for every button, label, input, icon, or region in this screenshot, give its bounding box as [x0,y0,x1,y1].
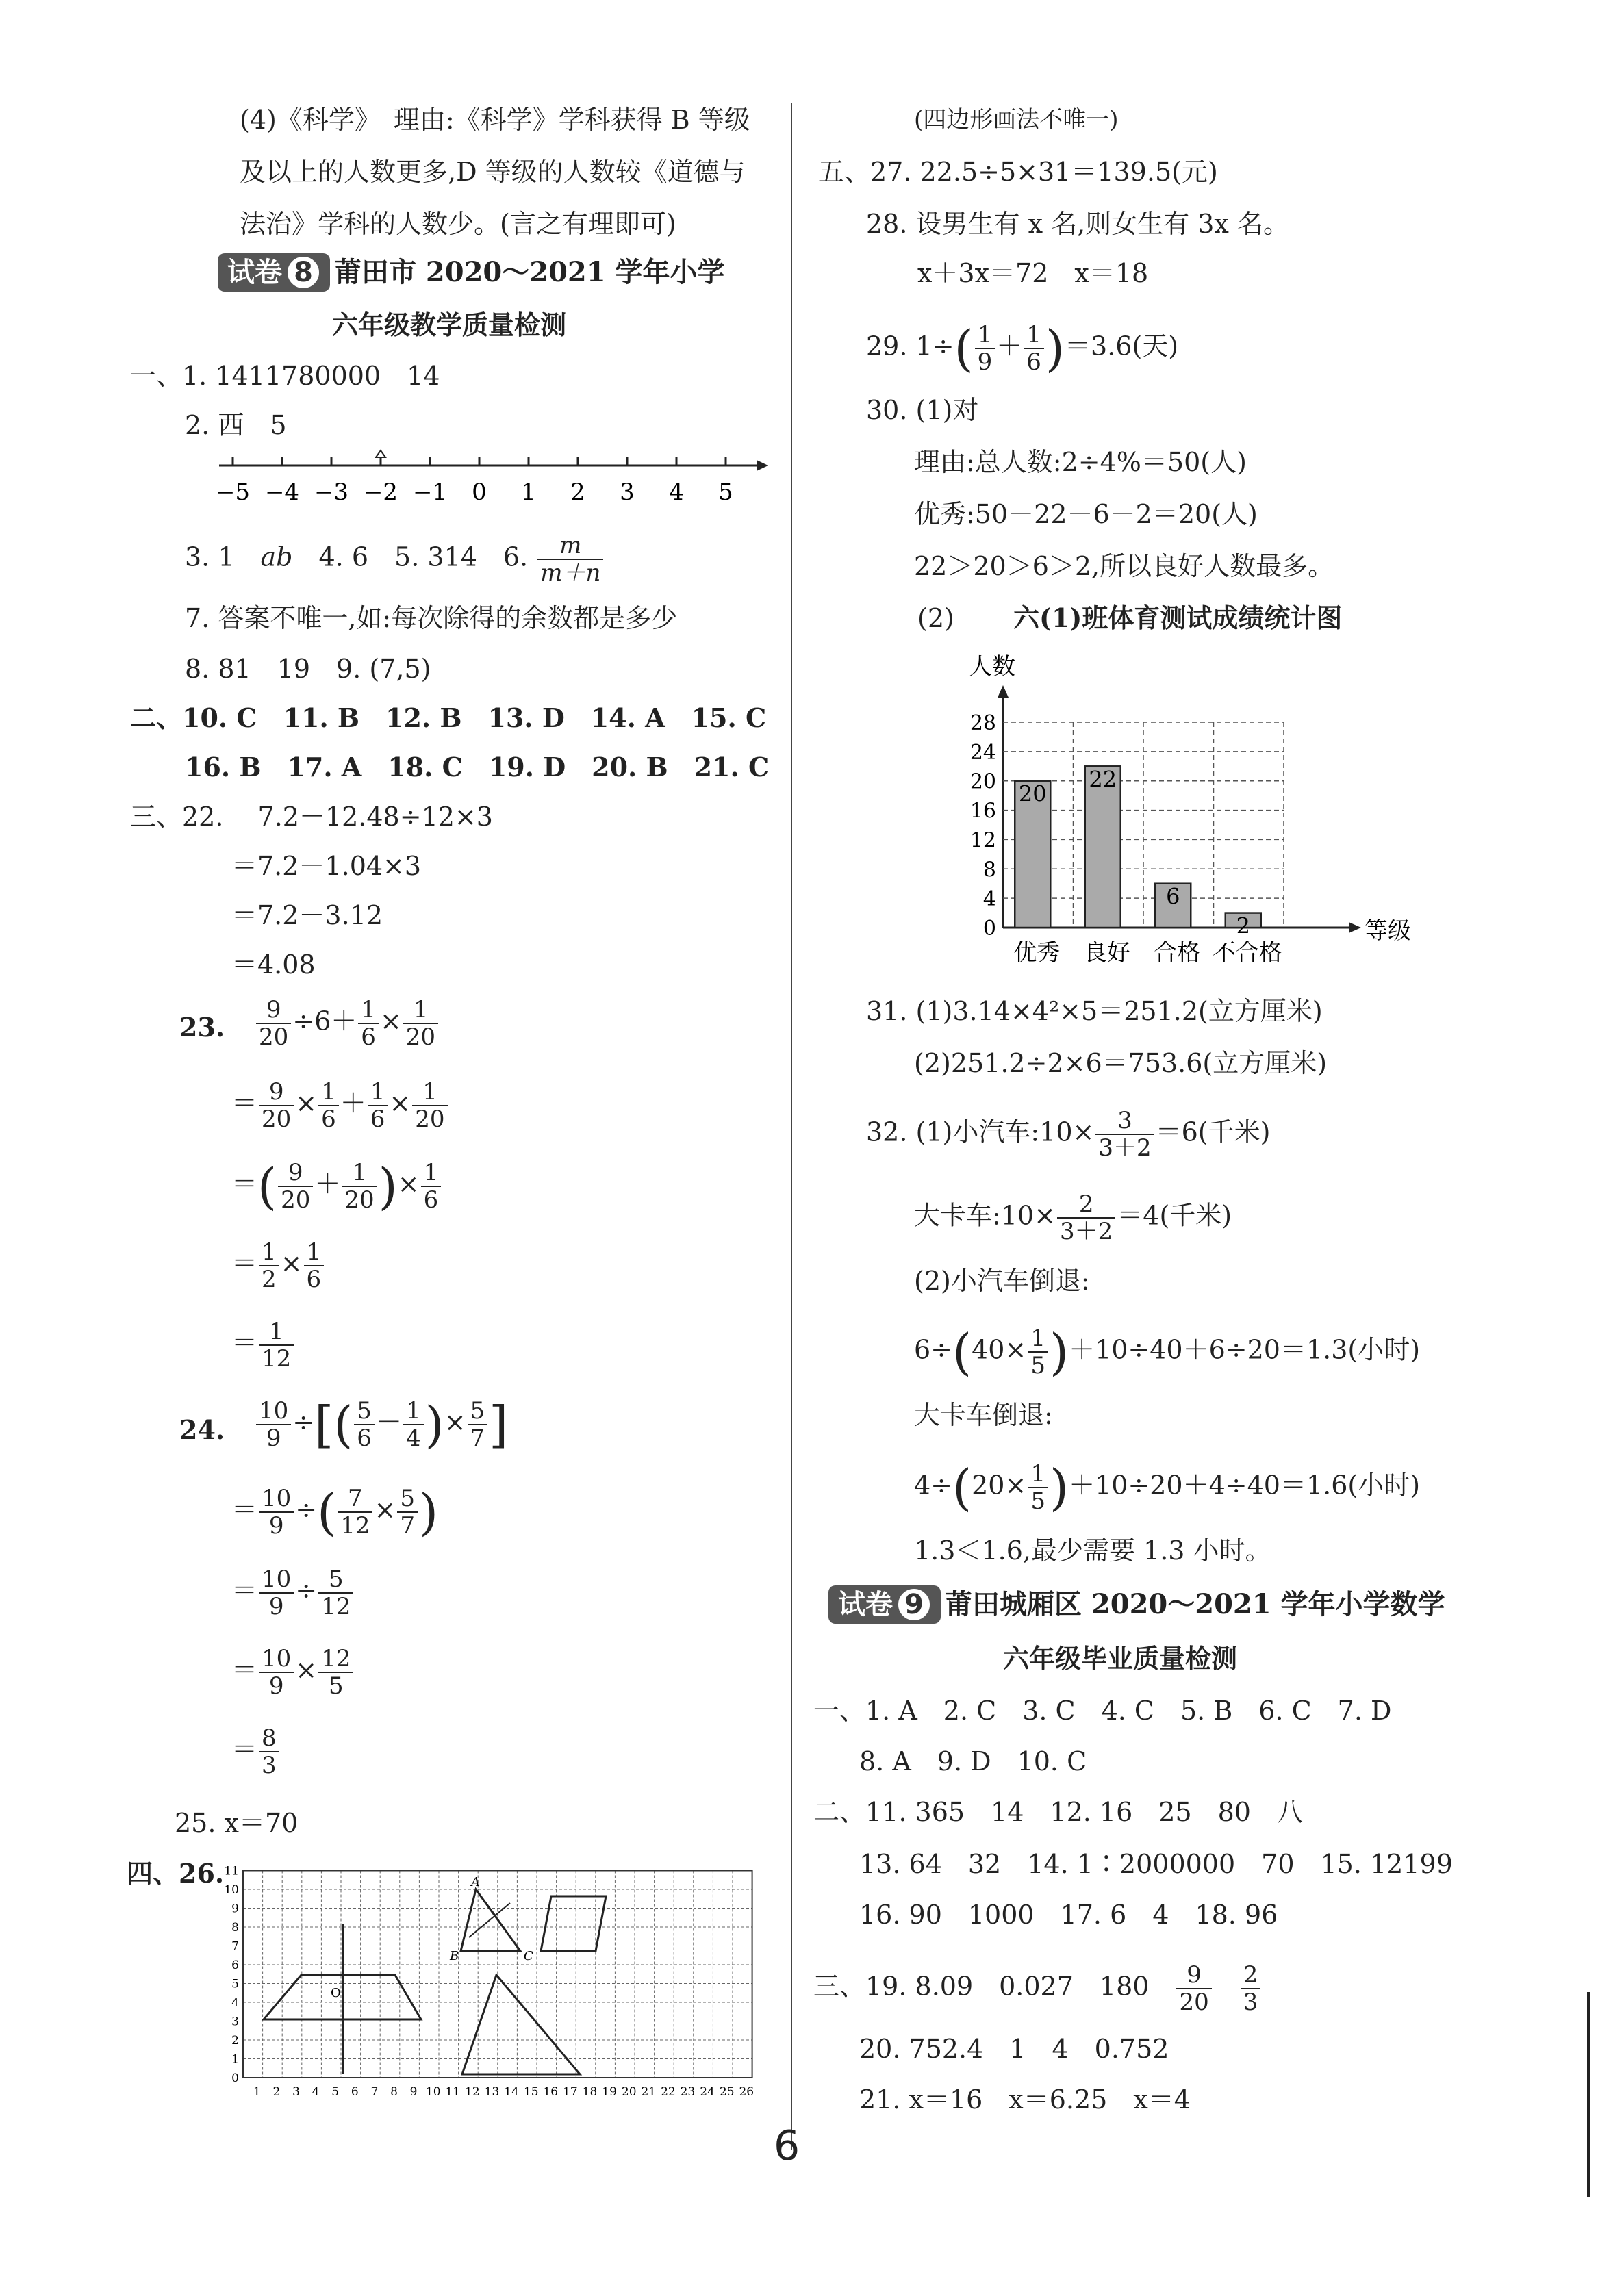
coordinate-grid-figure [209,1862,763,2108]
answer-line: 理由:总人数:2÷4%＝50(人) [914,447,1247,477]
grid-x-label: 9 [409,2085,418,2099]
chart-category-label: 不合格 [1212,939,1282,967]
calc-line: $\frac{9}{20}$ ÷6＋ $\frac{1}{6}$ × $\frac{1}{20}$ [255,997,440,1050]
chart-data-label: 20 [1018,780,1047,807]
grid-x-label: 4 [312,2085,320,2099]
number-line-label: 0 [472,479,487,506]
number-line-arrow [757,460,768,471]
answer-line: 28. 设男生有 x 名,则女生有 3x 名。 [866,209,1289,239]
chart-ytick: 20 [969,769,996,794]
chart-ytick: 4 [982,887,996,912]
number-line-label: 2 [570,479,585,506]
calc-line: ＝ $\frac{9}{20}$ × $\frac{1}{6}$ ＋ $\frac{1}{6}$ × $\frac{1}{20}$ [231,1079,449,1132]
text-line: 及以上的人数更多,D 等级的人数较《道德与 [240,157,746,187]
answer-line: 7. 答案不唯一,如:每次除得的余数都是多少 [185,603,678,633]
number-line-label: −3 [314,479,349,506]
answer-line: x＋3x＝72 x＝18 [917,258,1149,288]
bar-chart [948,640,1421,975]
grid-x-label: 13 [484,2085,500,2099]
grid-x-label: 23 [680,2085,696,2099]
chart-ytick: 16 [969,799,996,824]
fraction: $\frac{m}{m+n}$ [537,533,603,586]
answer-line: 2. 西 5 [185,410,287,440]
chart-data-label: 2 [1236,913,1250,939]
number-line-label: −4 [264,479,300,506]
grid-x-label: 16 [543,2085,559,2099]
calc-line: ＝4.08 [231,949,316,980]
calc-line: ＝ $\frac{1}{12}$ [231,1318,295,1372]
number-line-label: 4 [669,479,684,506]
margin-bar [1587,1992,1590,2197]
point-label: A [471,1875,480,1889]
grid-y-label: 0 [231,2071,239,2085]
text-line: 法治》学科的人数少。(言之有理即可) [240,209,676,239]
chart-ytick: 24 [969,740,996,765]
answer-line: 优秀:50－22－6－2＝20(人) [914,499,1258,529]
number-line-label: −2 [363,479,398,506]
answer-line: 大卡车:10× $\frac{2}{3+2}$ ＝4(千米) [914,1190,1232,1245]
grid-x-label: 20 [621,2085,637,2099]
point-label: C [524,1949,533,1963]
grid-y-label: 6 [231,1959,239,1972]
answer-line: 29. 1÷( $\frac{1}{9}$ ＋ $\frac{1}{6}$ )＝3.6(天) [866,320,1179,377]
grid-labels [224,1865,754,2100]
chart-ytick: 8 [982,858,996,882]
answer-line: 21. x＝16 x＝6.25 x＝4 [859,2084,1191,2115]
calc-line: ＝7.2－3.12 [231,900,383,930]
paper-badge: 试卷 9 [828,1585,941,1624]
grid-x-label: 6 [351,2085,359,2099]
chart-category-label: 优秀 [1013,939,1061,967]
number-line [212,445,774,513]
chart-xlabel: 等级 [1365,917,1411,945]
answer-line: 20. 752.4 1 4 0.752 [859,2034,1169,2064]
answer-line: 16. 90 1000 17. 6 4 18. 96 [859,1900,1278,1930]
calc-line: ＝( $\frac{9}{20}$ ＋ $\frac{1}{20}$ )× $\frac{1}{6}$ [231,1160,442,1213]
paper-subtitle: 六年级教学质量检测 [332,309,567,340]
grid-x-label: 19 [602,2085,617,2099]
calc-line: ＝ $\frac{8}{3}$ [231,1725,281,1778]
column-divider [791,103,792,2150]
chart-ytick: 0 [982,917,996,941]
number-line-ticks [216,450,733,506]
answer-line: 3. 1 ab 4. 6 5. 314 6. $\frac{m}{m+n}$ [185,533,605,586]
point-label: B [450,1949,459,1963]
answer-line: 16. B 17. A 18. C 19. D 20. B 21. C [185,752,770,782]
answer-line: 4÷(20× $\frac{1}{5}$ )＋10÷20＋4÷40＝1.6(小时) [914,1459,1421,1516]
large-triangle-shape [462,1975,580,2074]
chart-ytick: 12 [969,828,996,853]
answer-line: 32. (1)小汽车:10× $\frac{3}{3+2}$ ＝6(千米) [866,1107,1271,1162]
grid-x-label: 25 [719,2085,735,2099]
answer-line: 25. x＝70 [175,1808,299,1838]
grid-y-label: 1 [231,2052,239,2067]
grid-x-label: 12 [465,2085,480,2099]
grid-y-label: 8 [231,1921,239,1935]
answer-line: (2)小汽车倒退: [914,1266,1090,1296]
grid-x-label: 17 [563,2085,578,2099]
answer-line: 三、19. 8.09 0.027 180 $\frac{9}{20}$ $\frac{2}{3}$ [813,1962,1262,2015]
calc-line: ＝ $\frac{1}{2}$ × $\frac{1}{6}$ [231,1239,325,1292]
answer-line: 二、11. 365 14 12. 16 25 80 八 [813,1797,1303,1827]
chart-title: 六(1)班体育测试成绩统计图 [1013,602,1343,633]
paper9-header [828,1585,1445,1624]
calc-line: ＝ $\frac{10}{9}$ ÷ $\frac{5}{12}$ [231,1566,355,1620]
grid-y-label: 10 [224,1883,239,1897]
grid-x-label: 18 [582,2085,598,2099]
grid-x-label: 14 [504,2085,519,2099]
chart-y-arrow [998,685,1009,698]
calc-line: $\frac{10}{9}$ ÷[( $\frac{5}{6}$ － $\frac{1}{4}$ )× $\frac{5}{7}$ ] [255,1398,508,1451]
grid-y-label: 7 [231,1939,239,1954]
grid-x-label: 24 [700,2085,715,2099]
answer-line: 30. (1)对 [866,395,979,425]
grid-y-label: 3 [231,2015,239,2029]
grid-x-label: 3 [292,2085,300,2099]
chart-x-arrow [1349,922,1361,933]
parallelogram-shape [541,1896,606,1951]
answer-line: 一、1. 1411780000 14 [130,361,440,391]
answer-line: 一、1. A 2. C 3. C 4. C 5. B 6. C 7. D [813,1696,1392,1726]
paper-subtitle: 六年级毕业质量检测 [1003,1643,1238,1674]
calc-line: ＝ $\frac{10}{9}$ ÷( $\frac{7}{12}$ × $\frac{5}{7}$ ) [231,1483,439,1541]
grid-x-label: 10 [425,2085,441,2099]
grid-x-label: 1 [253,2085,261,2099]
answer-line: (2) [917,603,954,633]
answer-line: 8. A 9. D 10. C [859,1746,1087,1776]
grid-x-label: 21 [641,2085,657,2099]
grid-x-label: 15 [523,2085,539,2099]
question-number: 23. [179,1012,225,1043]
answer-line: (2)251.2÷2×6＝753.6(立方厘米) [914,1048,1328,1078]
paper-title: 莆田市 2020～2021 学年小学 [334,256,725,288]
calc-line: 三、22. 7.2－12.48÷12×3 [130,802,493,832]
number-line-label: −1 [412,479,448,506]
grid-x-label: 26 [739,2085,754,2099]
chart-data-label: 22 [1089,766,1117,793]
answer-line: 6÷(40× $\frac{1}{5}$ )＋10÷40＋6÷20＝1.3(小时) [914,1323,1421,1381]
grid-y-label: 2 [231,2034,239,2048]
chart-ytick: 28 [969,711,996,735]
grid-x-label: 11 [445,2085,461,2099]
grid-y-label: 4 [231,1996,239,2010]
text-line: (4)《科学》 理由:《科学》学科获得 B 等级 [240,105,750,135]
question-number: 四、26. [127,1858,225,1889]
paper-badge: 试卷 8 [218,253,330,292]
grid-x-label: 5 [331,2085,340,2099]
number-line-marker [376,450,385,457]
chart-category-label: 良好 [1083,939,1130,967]
answer-line: 二、10. C 11. B 12. B 13. D 14. A 15. C [130,702,767,733]
answer-line: 31. (1)3.14×4²×5＝251.2(立方厘米) [866,996,1323,1026]
answer-line: 五、27. 22.5÷5×31＝139.5(元) [818,157,1218,187]
paper8-header [218,253,725,292]
chart-data-label: 6 [1166,883,1180,910]
chart-category-label: 合格 [1154,939,1201,967]
triangle-line [476,1889,496,1917]
point-label: O [331,1986,341,2000]
grid-y-label: 5 [231,1977,239,1991]
grid-x-label: 7 [370,2085,379,2099]
chart-ylabel: 人数 [969,653,1015,680]
answer-line: 大卡车倒退: [914,1400,1053,1430]
answer-line: 8. 81 19 9. (7,5) [185,654,431,684]
grid-x-label: 22 [661,2085,676,2099]
number-line-label: 1 [521,479,536,506]
paper-title: 莆田城厢区 2020～2021 学年小学数学 [945,1588,1445,1620]
calc-line: ＝7.2－1.04×3 [231,851,422,881]
page-number: 6 [774,2122,800,2170]
answer-line: 13. 64 32 14. 1∶2000000 70 15. 12199 [859,1849,1453,1879]
number-line-label: 5 [718,479,733,506]
grid-x-label: 8 [390,2085,398,2099]
note-line: (四边形画法不唯一) [914,106,1119,133]
grid-y-label: 11 [224,1864,239,1878]
answer-line: 1.3＜1.6,最少需要 1.3 小时。 [914,1535,1271,1566]
grid-x-label: 2 [272,2085,281,2099]
chart-content [969,653,1411,967]
question-number: 24. [179,1414,225,1445]
grid-shapes [264,1889,606,2074]
answer-line: 22＞20＞6＞2,所以良好人数最多。 [914,551,1334,581]
calc-line: ＝ $\frac{10}{9}$ × $\frac{12}{5}$ [231,1646,355,1699]
number-line-label: −5 [215,479,251,506]
grid-y-label: 9 [231,1902,239,1916]
number-line-label: 3 [620,479,635,506]
